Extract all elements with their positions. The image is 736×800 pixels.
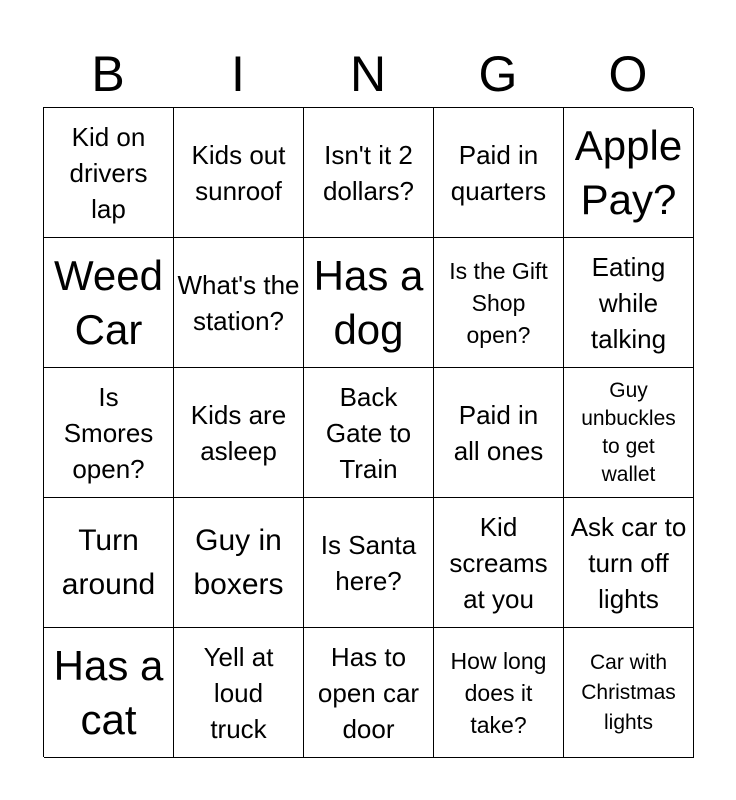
bingo-cell	[174, 498, 304, 628]
bingo-cell	[174, 628, 304, 758]
bingo-cell	[564, 368, 694, 498]
cell-text: Is Santa here?	[320, 529, 417, 596]
bingo-cell	[434, 628, 564, 758]
cell-text: Paid in quarters	[450, 139, 547, 206]
cell-text: Guy in boxers	[193, 523, 284, 601]
bingo-cell	[304, 498, 434, 628]
bingo-cell	[44, 628, 174, 758]
bingo-cell	[564, 498, 694, 628]
header-letter-b: B	[91, 46, 125, 102]
cell-text: What's the station?	[177, 269, 300, 336]
cell-text: Paid in all ones	[453, 399, 544, 466]
bingo-board	[43, 107, 693, 757]
bingo-cell	[44, 368, 174, 498]
cell-text: Isn't it 2 dollars?	[322, 139, 415, 206]
cell-text: Car with Christmas lights	[581, 650, 676, 734]
bingo-cell	[434, 498, 564, 628]
cell-text: Has to open car door	[317, 641, 420, 744]
cell-text: Kid screams at you	[449, 511, 548, 614]
bingo-cell	[564, 628, 694, 758]
bingo-cell	[304, 238, 434, 368]
bingo-cell	[304, 628, 434, 758]
bingo-cell	[304, 108, 434, 238]
cell-text: Back Gate to Train	[325, 381, 412, 484]
cell-text: Yell at loud truck	[203, 641, 274, 744]
cell-text: Is the Gift Shop open?	[449, 257, 548, 348]
bingo-cell	[304, 368, 434, 498]
bingo-cell	[434, 368, 564, 498]
cell-text: Turn around	[61, 523, 156, 601]
bingo-cell	[564, 238, 694, 368]
bingo-cell	[434, 108, 564, 238]
cell-text: Ask car to turn off lights	[570, 511, 687, 614]
cell-text: Weed Car	[54, 251, 163, 353]
cell-text: Has a dog	[313, 251, 424, 353]
bingo-cell	[44, 238, 174, 368]
cell-text: Kid on drivers lap	[69, 121, 148, 224]
header-letter-n: N	[349, 46, 387, 102]
cell-text: How long does it take?	[450, 647, 547, 738]
cell-text: Is Smores open?	[63, 381, 154, 484]
cell-text: Has a cat	[53, 641, 164, 743]
header-letter-i: I	[231, 46, 245, 102]
cell-text: Apple Pay?	[574, 121, 683, 223]
bingo-cell	[174, 238, 304, 368]
bingo-cell	[174, 108, 304, 238]
bingo-cell	[434, 238, 564, 368]
cell-text: Guy unbuckles to get wallet	[581, 378, 676, 486]
cell-text: Kids are asleep	[190, 399, 287, 466]
bingo-cell	[44, 498, 174, 628]
header-letter-g: G	[478, 46, 518, 102]
cell-text: Eating while talking	[590, 251, 667, 354]
header-letter-o: O	[608, 46, 648, 102]
bingo-header	[43, 44, 693, 104]
bingo-cell	[564, 108, 694, 238]
bingo-cell	[174, 368, 304, 498]
cell-text: Kids out sunroof	[191, 139, 286, 206]
bingo-cell	[44, 108, 174, 238]
